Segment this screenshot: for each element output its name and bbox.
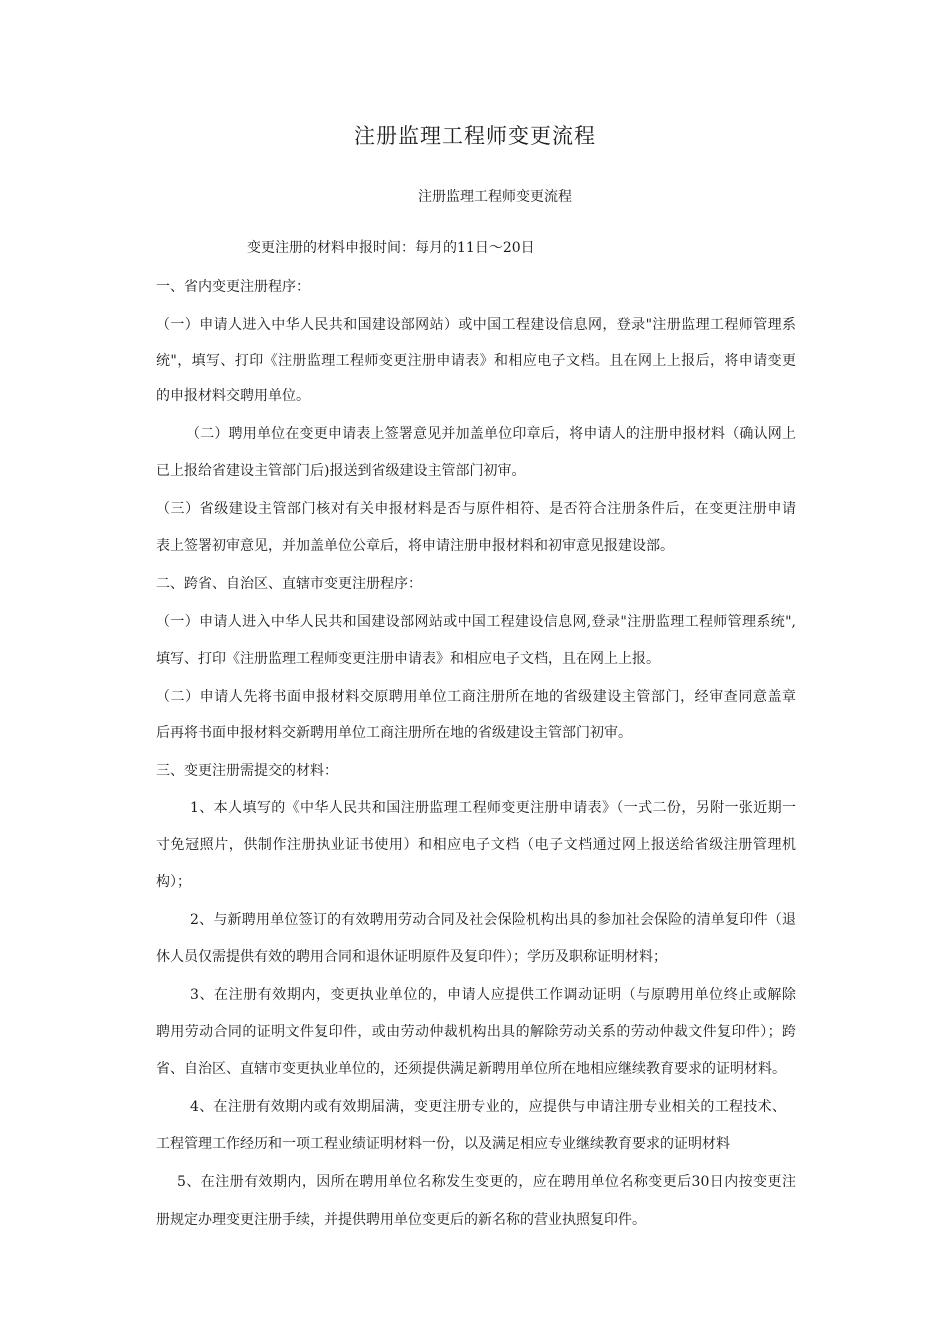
section-2-heading: 二、跨省、自治区、直辖市变更注册程序：: [156, 576, 422, 592]
list-item-line: 2、与新聘用单位签订的有效聘用劳动合同及社会保险机构出具的参加社会保险的清单复印件（退: [190, 912, 796, 928]
paragraph-line: 表上签署初审意见，并加盖单位公章后，将申请注册申报材料和初审意见报建设部。: [156, 538, 674, 554]
document-title: 注册监理工程师变更流程: [354, 124, 596, 148]
section-1-heading: 一、省内变更注册程序：: [156, 279, 310, 295]
list-item-line: 册规定办理变更注册手续，并提供聘用单位变更后的新名称的营业执照复印件。: [156, 1212, 646, 1228]
list-item-line: 省、自治区、直辖市变更执业单位的，还须提供满足新聘用单位所在地相应继续教育要求的证明材料。: [156, 1061, 786, 1077]
paragraph-line: （二）申请人先将书面申报材料交原聘用单位工商注册所在地的省级建设主管部门，经审查同意盖章: [156, 689, 796, 705]
paragraph-line: （二）聘用单位在变更申请表上签署意见并加盖单位印章后，将申请人的注册申报材料（确认网上: [186, 426, 796, 442]
paragraph-line: （一）申请人进入中华人民共和国建设部网站）或中国工程建设信息网，登录"注册监理工程师管理系: [156, 317, 796, 333]
paragraph-line: （一）申请人进入中华人民共和国建设部网站或中国工程建设信息网,登录"注册监理工程师管理系统",: [156, 614, 796, 630]
submission-time-note: 变更注册的材料申报时间：每月的11日～20日: [247, 240, 535, 256]
list-item-line: 工程管理工作经历和一项工程业绩证明材料一份，以及满足相应专业继续教育要求的证明材料: [156, 1136, 730, 1152]
paragraph-line: 后再将书面申报材料交新聘用单位工商注册所在地的省级建设主管部门初审。: [156, 725, 632, 741]
list-item-line: 寸免冠照片，供制作注册执业证书使用）和相应电子文档（电子文档通过网上报送给省级注册管理机: [156, 837, 796, 853]
list-item-line: 5、在注册有效期内，因所在聘用单位名称发生变更的，应在聘用单位名称变更后30日内按变更注: [177, 1174, 796, 1190]
paragraph-line: （三）省级建设主管部门核对有关申报材料是否与原件相符、是否符合注册条件后，在变更注册申请: [156, 501, 796, 517]
paragraph-line: 的申报材料交聘用单位。: [156, 388, 310, 404]
list-item-line: 构）；: [156, 874, 191, 890]
document-subtitle: 注册监理工程师变更流程: [418, 189, 572, 205]
section-3-heading: 三、变更注册需提交的材料：: [156, 763, 338, 779]
list-item-line: 4、在注册有效期内或有效期届满，变更注册专业的，应提供与申请注册专业相关的工程技术、: [190, 1099, 786, 1115]
list-item-line: 休人员仅需提供有效的聘用合同和退休证明原件及复印件）；学历及职称证明材料；: [156, 949, 667, 965]
paragraph-line: 填写、打印《注册监理工程师变更注册申请表》和相应电子文档，且在网上上报。: [156, 651, 660, 667]
list-item-line: 3、在注册有效期内，变更执业单位的，申请人应提供工作调动证明（与原聘用单位终止或解除: [190, 987, 796, 1003]
paragraph-line: 已上报给省建设主管部门后)报送到省级建设主管部门初审。: [156, 463, 526, 479]
list-item-line: 聘用劳动合同的证明文件复印件，或由劳动仲裁机构出具的解除劳动关系的劳动仲裁文件复印件）；跨: [156, 1024, 796, 1040]
paragraph-line: 统"，填写、打印《注册监理工程师变更注册申请表》和相应电子文档。且在网上上报后，将申请变更: [156, 353, 796, 369]
list-item-line: 1、本人填写的《中华人民共和国注册监理工程师变更注册申请表》（一式二份，另附一张近期一: [190, 800, 796, 816]
